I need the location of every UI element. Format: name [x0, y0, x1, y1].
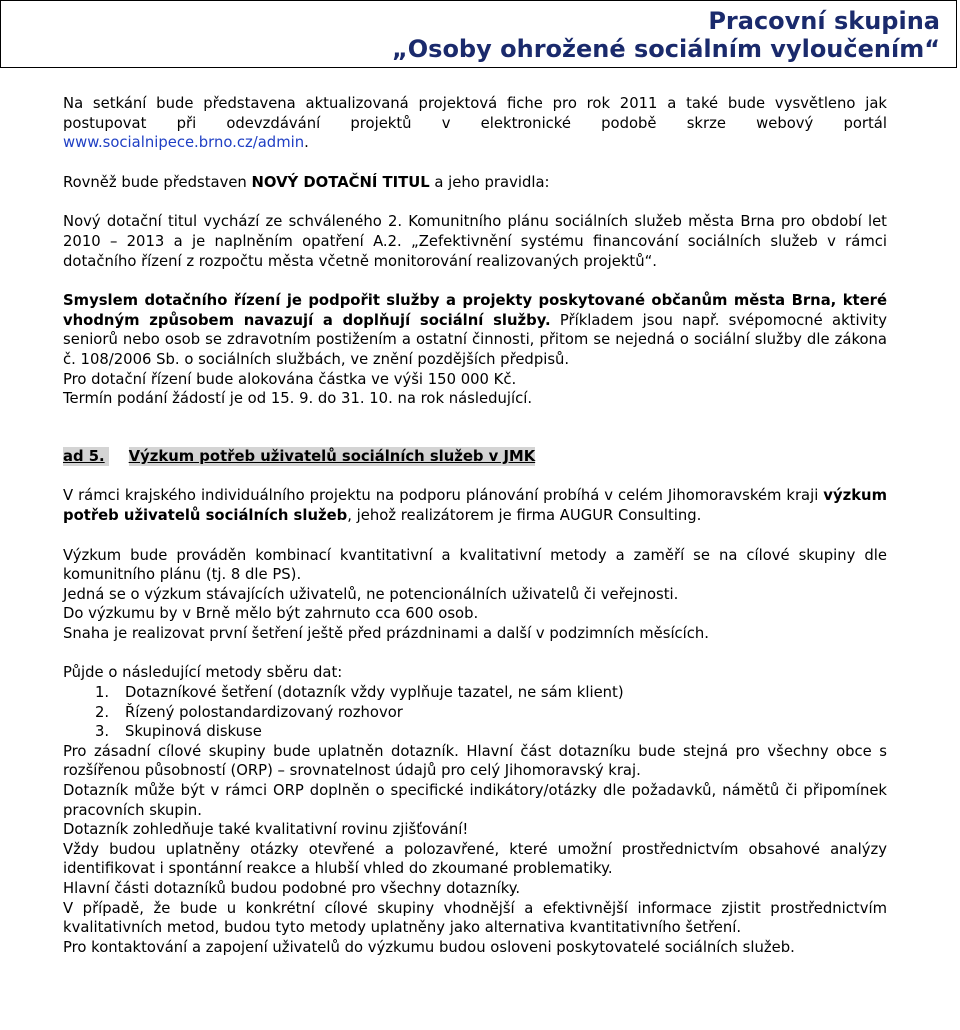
list-item: 2. Řízený polostandardizovaný rozhovor [95, 703, 403, 721]
section-heading [63, 447, 887, 467]
grant-amount: Pro dotační řízení bude alokována částka ve výši 150 000 Kč. [63, 370, 517, 388]
research-sample: Do výzkumu by v Brně mělo být zahrnuto cca 600 osob. [63, 605, 479, 623]
research-timing: Snaha je realizovat první šetření ještě před prázdninami a další v podzimních měsících. [63, 624, 710, 642]
research-scope: Jedná se o výzkum stávajících uživatelů, ne potencionálních uživatelů či veřejnosti. [63, 585, 679, 603]
document-body [63, 94, 887, 957]
section-title: Výzkum potřeb uživatelů sociálních služeb v JMK [128, 447, 536, 465]
grant-deadline: Termín podání žádostí je od 15. 9. do 31. 10. na rok následující. [63, 390, 533, 408]
header-box [0, 0, 957, 68]
methods-list [63, 683, 887, 742]
paragraph-research-intro: V rámci krajského individuálního projektu na podporu plánování probíhá v celém Jihomoravském kraji výzkum potřeb uživatelů sociálních služeb, jehož realizátorem je firma AUGUR Consulting. [63, 487, 887, 524]
qualitative-alternative: V případě, že bude u konkrétní cílové skupiny vhodnější a efektivnější informace zjistit prostřednictvím kvalitativních metod, budou tyto metody uplatněny jako alternativa kvantitativního šetření. [63, 899, 887, 937]
provider-contact: Pro kontaktování a zapojení uživatelů do výzkumu budou osloveni poskytovatelé sociálních služeb. [63, 938, 795, 956]
questionnaire-core: Pro zásadní cílové skupiny bude uplatněn dotazník. Hlavní část dotazníku bude stejná pro všechny obce s rozšířenou působností (ORP) – srovnatelnost údajů pro celý Jihomoravský kraj. [63, 742, 887, 780]
research-method: Výzkum bude prováděn kombinací kvantitativní a kvalitativní metody a zaměří se na cílové skupiny dle komunitního plánu (tj. 8 dle PS). [63, 546, 887, 584]
list-item: 3. Skupinová diskuse [95, 723, 262, 741]
paragraph-new-grant: Rovněž bude představen NOVÝ DOTAČNÍ TITUL a jeho pravidla: [63, 173, 550, 191]
section-number: ad 5. [63, 447, 109, 467]
paragraph-grant-origin: Nový dotační titul vychází ze schváleného 2. Komunitního plánu sociálních služeb města Brna pro období let 2010 – 2013 a je naplněním opatření A.2. „Zefektivnění systému financování sociálních služeb v rámci dotačního řízení z rozpočtu města včetně monitorování realizovaných projektů“. [63, 213, 887, 270]
header-subtitle: „Osoby ohrožené sociálním vyloučením“ [391, 35, 940, 63]
questionnaire-open-questions: Vždy budou uplatněny otázky otevřené a polozavřené, které umožní prostřednictvím obsahové analýzy identifikovat i spontánní reakce a hlubší vhled do zkoumané problematiky. [63, 840, 887, 878]
questionnaire-extension: Dotazník může být v rámci ORP doplněn o specifické indikátory/otázky dle požadavků, námětů či připomínek pracovních skupin. [63, 782, 887, 819]
header-title: Pracovní skupina [708, 7, 940, 35]
questionnaire-qualitative: Dotazník zohledňuje také kvalitativní rovinu zjišťování! [63, 821, 469, 839]
questionnaire-similarity: Hlavní části dotazníků budou podobné pro všechny dotazníky. [63, 880, 521, 897]
paragraph-grant-purpose: Smyslem dotačního řízení je podpořit služby a projekty poskytované občanům města Brna, které vhodným způsobem navazují a doplňují sociální služby. Příkladem jsou např. svépomocné aktivity seniorů nebo osob se zdravotním postižením a ostatní činnosti, přitom se nejedná o sociální služby dle zákona č. 108/2006 Sb. o sociálních službách, ve znění pozdějších předpisů. [63, 292, 888, 368]
paragraph-fiche: Na setkání bude představena aktualizovaná projektová fiche pro rok 2011 a také bude vysvětleno jak postupovat při odevzdávání projektů v elektronické podobě skrze webový portál www.socialnipece.brno.cz/admin. [63, 95, 887, 152]
admin-portal-link[interactable]: www.socialnipece.brno.cz/admin [63, 134, 305, 152]
list-item: 1. Dotazníkové šetření (dotazník vždy vyplňuje tazatel, ne sám klient) [95, 684, 624, 702]
methods-intro: Půjde o následující metody sběru dat: [63, 664, 343, 682]
